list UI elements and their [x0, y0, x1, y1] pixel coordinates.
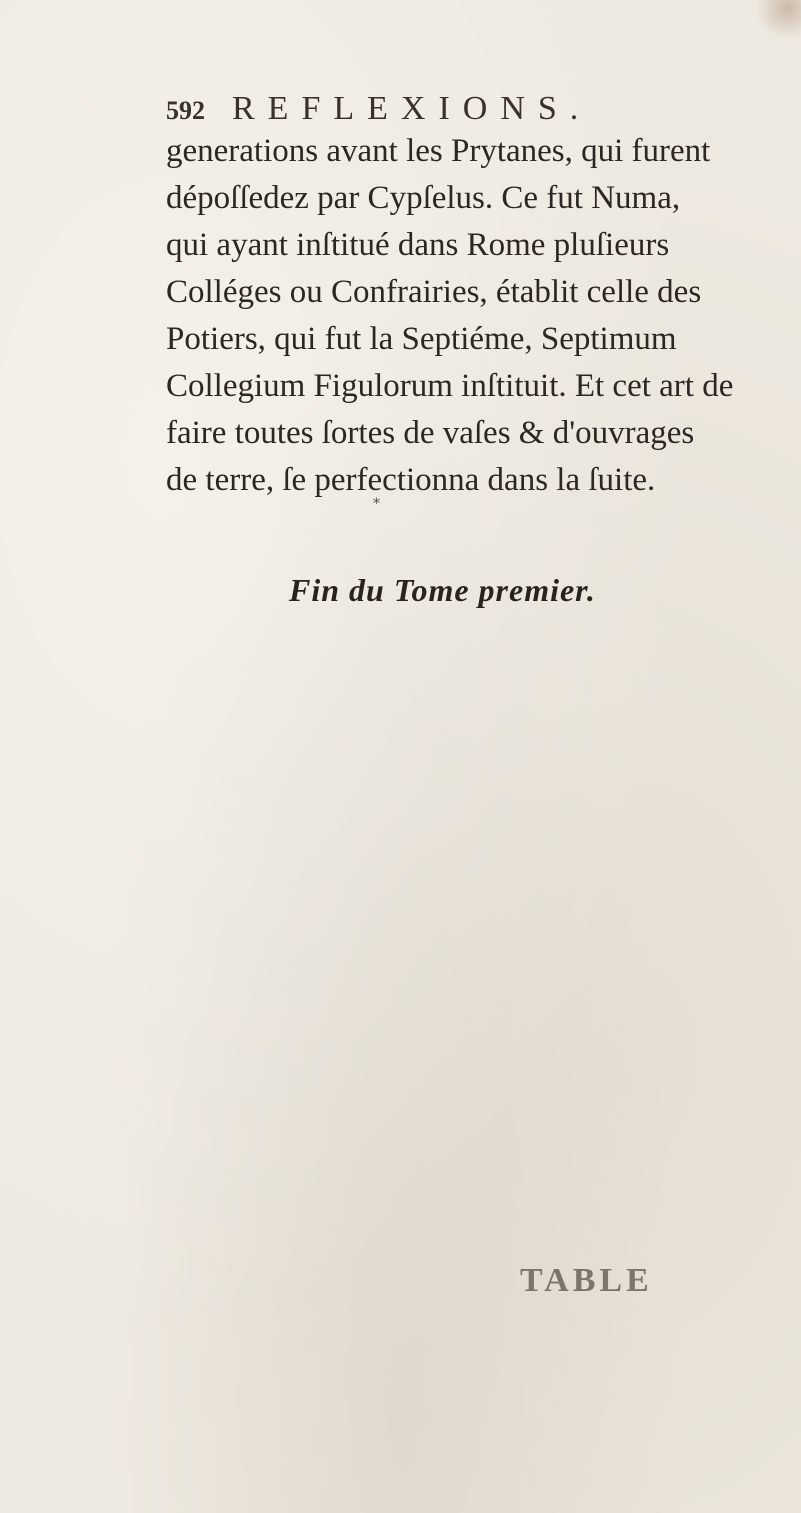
paper-stain [756, 0, 801, 40]
text-line: generations avant les Prytanes, qui furent [166, 133, 711, 169]
page-number: 592 [166, 96, 205, 125]
running-title: REFLEXIONS. [232, 90, 592, 127]
text-line: Potiers, qui fut la Septiéme, Septimum [166, 321, 677, 357]
body-text [166, 128, 796, 504]
text-line: Colléges ou Confrairies, établit celle des [166, 274, 702, 310]
text-line: Collegium Figulorum inſtituit. Et cet art de [166, 368, 734, 404]
ornament-mark: * [373, 496, 380, 512]
end-of-volume-note: Fin du Tome premier. [289, 572, 596, 608]
text-line: dépoſſedez par Cypſelus. Ce fut Numa, [166, 180, 681, 216]
text-line: qui ayant inſtitué dans Rome pluſieurs [166, 227, 670, 263]
text-line: faire toutes ſortes de vaſes & d'ouvrages [166, 415, 695, 451]
bleed-through-heading: TABLE [520, 1262, 653, 1299]
text-line: de terre, ſe perfectionna dans la ſuite. [166, 462, 656, 498]
